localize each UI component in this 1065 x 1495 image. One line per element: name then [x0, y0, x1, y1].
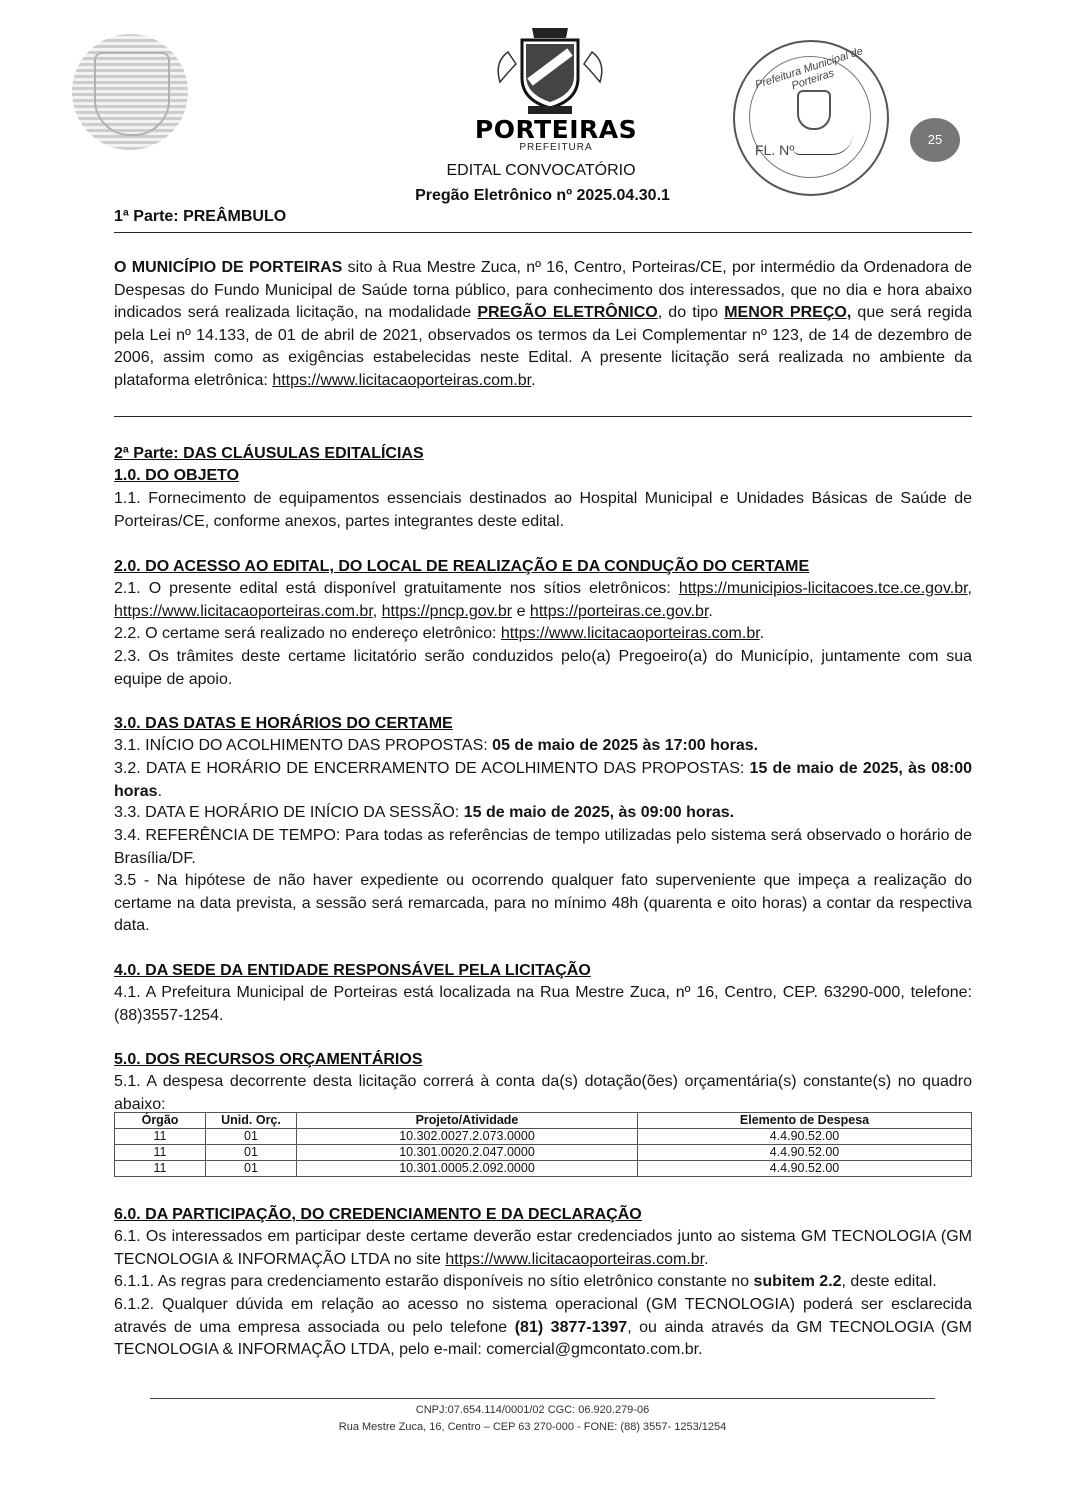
- municipal-stamp: [733, 40, 889, 196]
- stamp-page-label: FL. Nº: [755, 142, 795, 158]
- section-3-3-text: 3.3. DATA E HORÁRIO DE INÍCIO DA SESSÃO:: [114, 804, 460, 821]
- cell-orgao: 11: [115, 1145, 206, 1161]
- cell-orgao: 11: [115, 1161, 206, 1177]
- section-2-2: 2.2. O certame será realizado no endereço eletrônico: https://www.licitacaoporteiras.com.br.: [114, 625, 765, 642]
- section-6-1-2: 6.1.2. Qualquer dúvida em relação ao acesso no sistema operacional (GM TECNOLOGIA) poderá ser esclarecida através de uma empresa associada ou pelo telefone (81) 3877-1397, ou ainda através da GM TECNOLOGIA (GM TECNOLOGIA & INFORMAÇÃO LTDA, pelo e-mail: comercial@gmcontato.com.br.: [114, 1296, 972, 1358]
- section-6-1-2-mid: , ou ainda através da GM TECNOLOGIA (GM TECNOLOGIA & INFORMAÇÃO LTDA, pelo e-mail:: [114, 1318, 972, 1358]
- link-tce[interactable]: https://municipios-licitacoes.tce.ce.gov.br: [678, 580, 968, 597]
- modality: PREGÃO ELETRÔNICO: [477, 304, 658, 321]
- section-6-1-text: 6.1. Os interessados em participar deste certame deverão estar credenciados junto ao sistema GM TECNOLOGIA (GM TECNOLOGIA & INFORMAÇÃO LTDA no site: [114, 1228, 972, 1268]
- footer-address: Rua Mestre Zuca, 16, Centro – CEP 63 270-000 - FONE: (88) 3557- 1253/1254: [338, 1421, 727, 1433]
- link-certame[interactable]: https://www.licitacaoporteiras.com.br: [500, 625, 760, 642]
- platform-link[interactable]: https://www.licitacaoporteiras.com.br: [272, 371, 532, 389]
- preamble-text-3: que será regida pela Lei nº 14.133, de 01 de abril de 2021, observados os termos da Lei Complementar nº 123, de 14 de dezembro de 2006, assim como as exigências estabelecidas neste Edital. A presente licitação será realizada no ambiente da plataforma eletrônica:: [114, 304, 973, 389]
- section-3-1-text: 3.1. INÍCIO DO ACOLHIMENTO DAS PROPOSTAS:: [114, 737, 488, 754]
- section-4-title: 4.0. DA SEDE DA ENTIDADE RESPONSÁVEL PELA LICITAÇÃO: [114, 962, 591, 979]
- cell-elemento: 4.4.90.52.00: [638, 1145, 972, 1161]
- coat-of-arms-icon: [490, 22, 610, 118]
- section-3-3: [114, 802, 972, 825]
- document-title: EDITAL CONVOCATÓRIO: [446, 162, 636, 179]
- section-3-5: 3.5 - Na hipótese de não haver expediente ou ocorrendo qualquer fato superveniente que impeça a realização do certame na data prevista, a sessão será remarcada, para no mínimo 48h (quarenta e oito horas) a contar da respectiva data.: [114, 872, 972, 934]
- section-3-1: [114, 735, 972, 758]
- link-porteiras[interactable]: https://porteiras.ce.gov.br: [529, 602, 709, 620]
- section-3-2: 3.2. DATA E HORÁRIO DE ENCERRAMENTO DE ACOLHIMENTO DAS PROPOSTAS: 15 de maio de 2025, às 08:00 horas.: [114, 760, 972, 800]
- section-1-title: 1.0. DO OBJETO: [114, 467, 240, 484]
- section-2-2-text: 2.2. O certame será realizado no endereço eletrônico:: [114, 625, 497, 642]
- brand-subtitle: PREFEITURA: [519, 142, 593, 153]
- section-2-1: 2.1. O presente edital está disponível gratuitamente nos sítios eletrônicos: https://municipios-licitacoes.tce.ce.gov.br, https://www.licitacaoporteiras.com.br, https://pncp.gov.br e https://porteiras.ce.gov.br.: [114, 580, 972, 620]
- table-row: [115, 1161, 972, 1177]
- stamp-page-number: 25: [927, 132, 943, 147]
- document-subtitle: Pregão Eletrônico nº 2025.04.30.1: [415, 187, 670, 204]
- section-6-title: 6.0. DA PARTICIPAÇÃO, DO CREDENCIAMENTO E DA DECLARAÇÃO: [114, 1206, 642, 1223]
- cell-projeto: 10.301.0005.2.092.0000: [297, 1161, 638, 1177]
- porteiras-logo: [490, 22, 610, 118]
- cell-projeto: 10.302.0027.2.073.0000: [297, 1129, 638, 1145]
- header-rule: [114, 232, 972, 233]
- subitem-ref: subitem 2.2: [753, 1273, 842, 1290]
- part1-heading: 1ª Parte: PREÂMBULO: [114, 208, 287, 225]
- preamble-paragraph: O MUNICÍPIO DE PORTEIRAS sito à Rua Mestre Zuca, nº 16, Centro, Porteiras/CE, por intermédio da Ordenadora de Despesas do Fundo Municipal de Saúde torna público, para conhecimento dos interessados, que no dia e hora abaixo indicados será realizada licitação, na modalidade PREGÃO ELETRÔNICO, do tipo MENOR PREÇO, que será regida pela Lei nº 14.133, de 01 de abril de 2021, observados os termos da Lei Complementar nº 123, de 14 de dezembro de 2006, assim como as exigências estabelecidas neste Edital. A presente licitação será realizada no ambiente da plataforma eletrônica: https://www.licitacaoporteiras.com.br.: [114, 259, 973, 389]
- section-5-title: 5.0. DOS RECURSOS ORÇAMENTÁRIOS: [114, 1051, 423, 1068]
- table-header-row: [115, 1113, 972, 1129]
- cell-unidade: 01: [206, 1145, 297, 1161]
- type: MENOR PREÇO,: [724, 304, 852, 321]
- brand-name: PORTEIRAS: [474, 115, 638, 144]
- header-elemento: Elemento de Despesa: [638, 1113, 972, 1129]
- link-gm[interactable]: https://www.licitacaoporteiras.com.br: [445, 1250, 705, 1268]
- section-6-1: 6.1. Os interessados em participar deste certame deverão estar credenciados junto ao sistema GM TECNOLOGIA (GM TECNOLOGIA & INFORMAÇÃO LTDA no site https://www.licitacaoporteiras.com.br.: [114, 1228, 972, 1268]
- section-3-1-date: 05 de maio de 2025 às 17:00 horas.: [492, 737, 759, 754]
- preamble-text-2: , do tipo: [657, 304, 719, 321]
- section-4-1: 4.1. A Prefeitura Municipal de Porteiras está localizada na Rua Mestre Zuca, nº 16, Centro, CEP. 63290-000, telefone: (88)3557-1254.: [114, 984, 972, 1024]
- section-6-1-2-text: 6.1.2. Qualquer dúvida em relação ao acesso no sistema operacional (GM TECNOLOGIA) poderá ser esclarecida através de uma empresa associada ou pelo telefone: [114, 1296, 972, 1336]
- faded-seal-inner: [94, 52, 170, 136]
- footer-ids: CNPJ:07.654.114/0001/02 CGC: 06.920.279-06: [415, 1404, 650, 1416]
- section-2-1-and: e: [516, 602, 526, 620]
- section-3-2-text: 3.2. DATA E HORÁRIO DE ENCERRAMENTO DE ACOLHIMENTO DAS PROPOSTAS:: [114, 760, 745, 777]
- cell-elemento: 4.4.90.52.00: [638, 1161, 972, 1177]
- table-row: [115, 1129, 972, 1145]
- section-6-1-1-end: , deste edital.: [841, 1273, 937, 1290]
- section-6-1-1: [114, 1271, 972, 1294]
- support-phone: (81) 3877-1397: [514, 1318, 628, 1336]
- stamp-page-number-badge: [910, 118, 960, 162]
- stamp-label: Prefeitura Municipal de Porteiras: [753, 45, 865, 93]
- faded-seal-left: [72, 34, 188, 150]
- section-5-1: 5.1. A despesa decorrente desta licitação correrá à conta da(s) dotação(ões) orçamentária(s) constante(s) no quadro abaixo:: [114, 1073, 972, 1113]
- section-3-3-date: 15 de maio de 2025, às 09:00 horas.: [463, 804, 735, 821]
- support-email[interactable]: comercial@gmcontato.com.br: [486, 1341, 699, 1358]
- header-projeto: Projeto/Atividade: [297, 1113, 638, 1129]
- section-3-4: 3.4. REFERÊNCIA DE TEMPO: Para todas as referências de tempo utilizadas pelo sistema será observado o horário de Brasília/DF.: [114, 827, 972, 867]
- section-2-title: 2.0. DO ACESSO AO EDITAL, DO LOCAL DE REALIZAÇÃO E DA CONDUÇÃO DO CERTAME: [114, 558, 810, 575]
- section-1-1: 1.1. Fornecimento de equipamentos essenciais destinados ao Hospital Municipal e Unidades Básicas de Saúde de Porteiras/CE, conforme anexos, partes integrantes deste edital.: [114, 490, 972, 530]
- section-rule: [114, 416, 972, 417]
- cell-projeto: 10.301.0020.2.047.0000: [297, 1145, 638, 1161]
- table-row: [115, 1145, 972, 1161]
- stamp-crest: [797, 90, 831, 130]
- section-2-1-text: 2.1. O presente edital está disponível gratuitamente nos sítios eletrônicos:: [114, 580, 671, 597]
- header-orgao: Órgão: [115, 1113, 206, 1129]
- footer-rule: [150, 1398, 935, 1399]
- section-6-1-1-text: 6.1.1. As regras para credenciamento estarão disponíveis no sítio eletrônico constante no: [114, 1273, 750, 1290]
- cell-unidade: 01: [206, 1161, 297, 1177]
- header-unidade: Unid. Orç.: [206, 1113, 297, 1129]
- cell-orgao: 11: [115, 1129, 206, 1145]
- link-licitacao[interactable]: https://www.licitacaoporteiras.com.br: [114, 602, 373, 620]
- section-3-title: 3.0. DAS DATAS E HORÁRIOS DO CERTAME: [114, 715, 453, 732]
- cell-unidade: 01: [206, 1129, 297, 1145]
- link-pncp[interactable]: https://pncp.gov.br: [381, 602, 513, 620]
- budget-table: [114, 1112, 972, 1177]
- cell-elemento: 4.4.90.52.00: [638, 1129, 972, 1145]
- municipality-name: O MUNICÍPIO DE PORTEIRAS: [114, 259, 343, 276]
- preamble-text-1: sito à Rua Mestre Zuca, nº 16, Centro, Porteiras/CE, por intermédio da Ordenadora de Despesas do Fundo Municipal de Saúde torna público, para conhecimento dos interessados, que no dia e hora abaixo indicados será realizada licitação, na modalidade: [114, 259, 973, 321]
- section-3-2-date: 15 de maio de 2025, às 08:00 horas: [114, 760, 972, 800]
- part2-heading: 2ª Parte: DAS CLÁUSULAS EDITALÍCIAS: [114, 445, 424, 462]
- section-2-3: 2.3. Os trâmites deste certame licitatório serão conduzidos pelo(a) Pregoeiro(a) do Município, juntamente com sua equipe de apoio.: [114, 648, 972, 688]
